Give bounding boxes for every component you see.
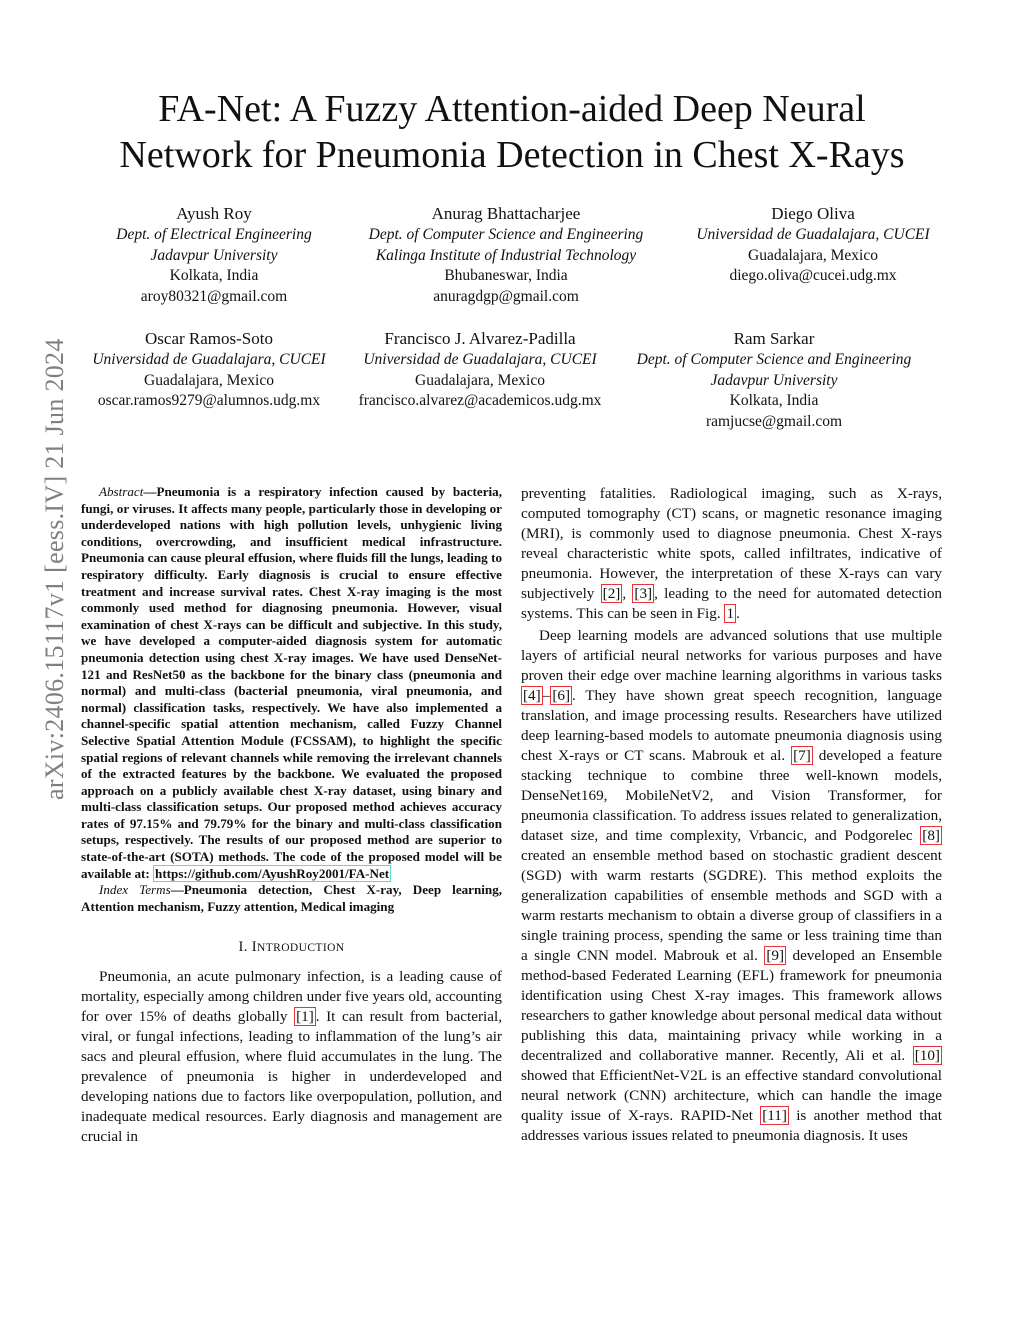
paragraph-text: developed an Ensemble method-based Federated Learning (EFL) framework for pneumonia identification using Chest X-ray images. This framework allows researchers to gather knowledge about personal medical data without publishing this data, maintaining privacy while working in a decentralized and collaborative manner. Recently, Ali et al. <box>521 947 942 1064</box>
citation-link[interactable]: [3] <box>634 585 653 602</box>
paragraph-text: , leading to the need for automated detection systems. This can be seen in Fig. <box>521 585 943 622</box>
paragraph-text: – <box>542 687 551 704</box>
paper-title <box>60 86 964 178</box>
code-repository-link[interactable]: https://github.com/AyushRoy2001/FA-Net <box>155 865 390 881</box>
abstract <box>81 484 502 882</box>
author-institution: Jadavpur University <box>150 246 278 264</box>
citation-link[interactable]: [2] <box>602 585 621 602</box>
author-block <box>353 202 659 307</box>
deep-learning-paragraph <box>521 626 942 1146</box>
author-institution: Jadavpur University <box>710 371 838 389</box>
citation-link[interactable]: [9] <box>766 947 785 964</box>
author-dept: Dept. of Computer Science and Engineering <box>636 351 912 368</box>
citation-link[interactable]: [8] <box>922 827 940 844</box>
right-column <box>521 484 942 1146</box>
author-email: francisco.alvarez@academicos.udg.mx <box>358 392 602 409</box>
citation-link[interactable]: [1] <box>296 1008 314 1026</box>
paragraph-text: created an ensemble method based on stochastic gradient descent (SGD) with warm restarts (SGDRE). This method exploits the generalization capabilities of ensemble methods and SGD with a warm restarts mechanism to obtain a diverse group of classifiers in a single training process, spending the same or less training time than a single CNN model. Mabrouk et al. <box>521 847 942 964</box>
citation-link[interactable]: [6] <box>552 687 571 704</box>
author-block <box>336 327 624 412</box>
paragraph-text: Deep learning models are advanced solutions that use multiple layers of artificial neural networks for various purposes and have proven their edge over machine learning algorithms in various tasks <box>521 627 942 684</box>
author-city: Guadalajara, Mexico <box>144 371 274 389</box>
author-email: ramjucse@gmail.com <box>705 412 843 430</box>
citation-link[interactable]: [4] <box>523 687 541 704</box>
author-dept: Dept. of Computer Science and Engineering <box>368 226 644 243</box>
figure-link[interactable]: 1 <box>726 605 735 622</box>
paragraph-text: preventing fatalities. Radiological imaging, such as X-rays, computed tomography (CT) scans, or magnetic resonance imaging (MRI), is commonly used to diagnose pneumonia. Chest X-rays reveal characteristic white spots, called infiltrates, indicative of pneumonia. However, the interpretation of these X-rays can vary subjectively <box>521 485 942 602</box>
index-terms <box>81 882 502 915</box>
author-block <box>64 327 354 412</box>
intro-paragraph-continued <box>521 484 942 624</box>
author-name: Francisco J. Alvarez-Padilla <box>384 329 576 348</box>
section-title-rest: NTRODUCTION <box>257 942 345 955</box>
paragraph-text: . They have shown great speech recognition, language translation, and image processing results. Researchers have utilized deep learning-based models to automate pneumonia diagnosis using chest X-rays or CT scans. Mabrouk et al. <box>521 687 942 764</box>
section-first-letter: I <box>251 939 258 956</box>
author-dept: Universidad de Guadalajara, CUCEI <box>363 351 597 368</box>
index-terms-label: Index Terms <box>99 882 171 898</box>
author-block <box>618 327 930 432</box>
index-terms-text: —Pneumonia detection, Chest X-ray, Deep learning, Attention mechanism, Fuzzy attention, Medical imaging <box>81 882 503 914</box>
author-name: Oscar Ramos-Soto <box>145 329 273 348</box>
paragraph-text: , <box>622 585 633 602</box>
author-dept: Dept. of Electrical Engineering <box>116 226 312 243</box>
author-name: Ram Sarkar <box>733 329 815 348</box>
author-email: anuragdgp@gmail.com <box>433 287 579 305</box>
title-line-1: FA-Net: A Fuzzy Attention-aided Deep Neural <box>158 88 866 130</box>
citation-link[interactable]: [10] <box>914 1047 940 1064</box>
section-heading-introduction <box>81 937 502 958</box>
citation-link[interactable]: [7] <box>793 747 811 764</box>
abstract-label: Abstract <box>99 484 144 499</box>
author-city: Guadalajara, Mexico <box>415 371 545 389</box>
author-block <box>668 202 958 287</box>
author-name: Anurag Bhattacharjee <box>431 204 581 223</box>
abstract-text: —Pneumonia is a respiratory infection caused by bacteria, fungi, or viruses. It affects many people, particularly those in developing or underdeveloped nations with high pollution levels, unhygienic living conditions, overcrowding, and insufficient medical infrastructure. Pneumonia can cause pleural effusion, where fluids fill the lungs, leading to respiratory difficulty. Early diagnosis is crucial to ensure effective treatment and increase survival rates. Chest X-ray imaging is the most commonly used method for diagnosing pneumonia. However, visual examination of chest X-rays can be difficult and subjective. In this study, we have developed a computer-aided diagnosis system for automatic pneumonia detection using chest X-ray images. We have used DenseNet-121 and ResNet50 as the backbone for the binary class (pneumonia and normal) and multi-class (bacterial pneumonia, viral pneumonia, and normal) classification tasks, respectively. We have also implemented a channel-specific spatial attention mechanism, called Fuzzy Channel Selective Spatial Attention Module (FCSSAM), to highlight the specific spatial regions of relevant channels while removing the irrelevant channels of the extracted features by the backbone. We evaluated the proposed approach on a publicly available chest X-ray dataset, using binary and multi-class classification setups. Our proposed method achieves accuracy rates of 97.15% and 79.79% for the binary and multi-class classification setups, respectively. The results of our proposed method are superior to state-of-the-art (SOTA) methods. The code of the proposed model will be available at: <box>81 484 502 881</box>
intro-paragraph <box>81 967 502 1147</box>
author-dept: Universidad de Guadalajara, CUCEI <box>92 351 326 368</box>
paragraph-text: . It can result from bacterial, viral, or fungal infections, leading to inflammation of the lung’s air sacs and pleural effusion, where fluid accumulates in the lung. The prevalence of pneumonia is higher in underdeveloped and developing nations due to factors like overpopulation, pollution, and inadequate medical resources. Early diagnosis and management are crucial in <box>81 1008 503 1146</box>
author-city: Kolkata, India <box>729 392 819 409</box>
title-line-2: Network for Pneumonia Detection in Chest X-Rays <box>119 134 905 176</box>
author-dept: Universidad de Guadalajara, CUCEI <box>696 226 930 243</box>
author-city: Bhubaneswar, India <box>444 267 568 284</box>
author-block <box>69 202 359 307</box>
paragraph-text: developed a feature stacking technique to combine three well-known models, DenseNet169, MobileNetV2, and Vision Transformer, for pneumonia classification. To address issues related to generalization, dataset size, and time complexity, Vrbancic, and Podgorelec <box>521 747 942 844</box>
author-name: Ayush Roy <box>176 204 252 223</box>
section-numeral: I. <box>238 939 252 956</box>
citation-link[interactable]: [11] <box>762 1107 787 1124</box>
paragraph-text: showed that EfficientNet-V2L is an effective standard convolutional neural network (CNN) architecture, which can handle the image quality issue of X-rays. RAPID-Net <box>521 1067 942 1124</box>
paragraph-text: is another method that addresses various issues related to pneumonia diagnosis. It uses <box>521 1107 943 1144</box>
left-column <box>81 484 502 1147</box>
author-name: Diego Oliva <box>771 204 855 223</box>
paragraph-text: Pneumonia, an acute pulmonary infection, is a leading cause of mortality, especially among children under five years old, accounting for over 15% of deaths globally <box>81 968 502 1026</box>
author-city: Guadalajara, Mexico <box>748 246 878 264</box>
author-email: oscar.ramos9279@alumnos.udg.mx <box>97 392 321 409</box>
author-institution: Kalinga Institute of Industrial Technology <box>375 246 637 264</box>
arxiv-identifier: arXiv:2406.15117v1 [eess.IV] 21 Jun 2024 <box>40 338 69 800</box>
author-email: diego.oliva@cucei.udg.mx <box>729 267 897 284</box>
author-city: Kolkata, India <box>169 267 259 284</box>
paragraph-text: . <box>736 605 740 622</box>
author-email: aroy80321@gmail.com <box>140 287 288 305</box>
